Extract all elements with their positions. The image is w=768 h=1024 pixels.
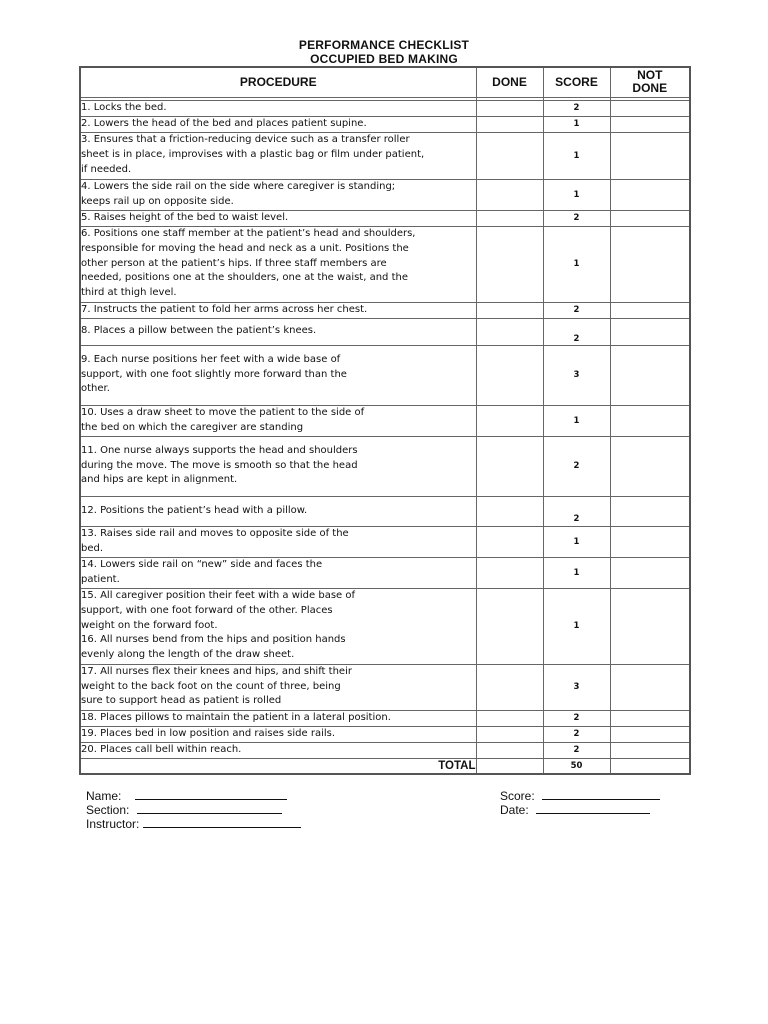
procedure-cell: 2. Lowers the head of the bed and places patient supine. bbox=[80, 116, 476, 132]
checklist-table bbox=[79, 66, 691, 775]
table-row bbox=[80, 664, 690, 710]
not-done-cell[interactable] bbox=[610, 588, 690, 664]
not-done-cell[interactable] bbox=[610, 436, 690, 496]
table-row bbox=[80, 116, 690, 132]
done-cell[interactable] bbox=[476, 116, 543, 132]
done-cell[interactable] bbox=[476, 132, 543, 179]
not-done-cell[interactable] bbox=[610, 226, 690, 302]
procedure-cell: 15. All caregiver position their feet with a wide base of support, with one foot forward of the other. Places weight on the forward foot. 16. All nurses bend from the hips and position hands evenly along the length of the draw sheet. bbox=[80, 588, 476, 664]
score-cell: 1 bbox=[543, 116, 610, 132]
table-row bbox=[80, 710, 690, 726]
table-row bbox=[80, 496, 690, 526]
done-cell[interactable] bbox=[476, 496, 543, 526]
table-row bbox=[80, 132, 690, 179]
procedure-column-header: PROCEDURE bbox=[80, 67, 476, 97]
not-done-cell[interactable] bbox=[610, 710, 690, 726]
table-row bbox=[80, 210, 690, 226]
procedure-cell: 7. Instructs the patient to fold her arms across her chest. bbox=[80, 302, 476, 318]
procedure-cell: 4. Lowers the side rail on the side where caregiver is standing; keeps rail up on opposite side. bbox=[80, 179, 476, 210]
not-done-cell[interactable] bbox=[610, 496, 690, 526]
not-done-cell[interactable] bbox=[610, 345, 690, 405]
done-cell[interactable] bbox=[476, 710, 543, 726]
score-cell: 1 bbox=[543, 405, 610, 436]
score-cell: 2 bbox=[543, 210, 610, 226]
procedure-cell: 11. One nurse always supports the head and shoulders during the move. The move is smooth so that the head and hips are kept in alignment. bbox=[80, 436, 476, 496]
score-field[interactable] bbox=[500, 788, 660, 803]
procedure-cell: 18. Places pillows to maintain the patient in a lateral position. bbox=[80, 710, 476, 726]
date-label: Date: bbox=[500, 803, 529, 817]
procedure-cell: 13. Raises side rail and moves to opposite side of the bed. bbox=[80, 526, 476, 557]
done-cell[interactable] bbox=[476, 557, 543, 588]
table-row bbox=[80, 226, 690, 302]
not-done-cell[interactable] bbox=[610, 726, 690, 742]
score-cell: 1 bbox=[543, 226, 610, 302]
procedure-cell: 17. All nurses flex their knees and hips, and shift their weight to the back foot on the count of three, being sure to support head as patient is rolled bbox=[80, 664, 476, 710]
score-cell: 1 bbox=[543, 588, 610, 664]
done-cell[interactable] bbox=[476, 210, 543, 226]
procedure-cell: 9. Each nurse positions her feet with a wide base of support, with one foot slightly more forward than the other. bbox=[80, 345, 476, 405]
table-row bbox=[80, 557, 690, 588]
score-cell: 2 bbox=[543, 726, 610, 742]
procedure-cell: 10. Uses a draw sheet to move the patient to the side of the bed on which the caregiver are standing bbox=[80, 405, 476, 436]
section-line[interactable] bbox=[137, 802, 282, 814]
table-row bbox=[80, 302, 690, 318]
table-row bbox=[80, 405, 690, 436]
score-cell: 2 bbox=[543, 302, 610, 318]
name-line[interactable] bbox=[135, 788, 287, 800]
table-row bbox=[80, 726, 690, 742]
not-done-cell[interactable] bbox=[610, 664, 690, 710]
not-done-cell[interactable] bbox=[610, 742, 690, 758]
table-row bbox=[80, 526, 690, 557]
done-cell[interactable] bbox=[476, 100, 543, 116]
procedure-cell: 5. Raises height of the bed to waist level. bbox=[80, 210, 476, 226]
score-label: Score: bbox=[500, 789, 535, 803]
done-cell[interactable] bbox=[476, 758, 543, 774]
score-cell: 2 bbox=[543, 436, 610, 496]
procedure-cell: 12. Positions the patient’s head with a pillow. bbox=[80, 496, 476, 526]
total-row bbox=[80, 758, 690, 774]
done-cell[interactable] bbox=[476, 226, 543, 302]
table-row bbox=[80, 318, 690, 345]
score-cell: 2 bbox=[543, 100, 610, 116]
procedure-cell: 20. Places call bell within reach. bbox=[80, 742, 476, 758]
not-done-cell[interactable] bbox=[610, 405, 690, 436]
done-cell[interactable] bbox=[476, 526, 543, 557]
date-field[interactable] bbox=[500, 802, 650, 817]
score-cell: 1 bbox=[543, 179, 610, 210]
total-label: TOTAL bbox=[80, 758, 476, 774]
date-line[interactable] bbox=[536, 802, 650, 814]
table-row bbox=[80, 179, 690, 210]
done-cell[interactable] bbox=[476, 726, 543, 742]
procedure-cell: 1. Locks the bed. bbox=[80, 100, 476, 116]
done-cell[interactable] bbox=[476, 588, 543, 664]
not-done-cell[interactable] bbox=[610, 100, 690, 116]
score-cell: 2 bbox=[543, 710, 610, 726]
done-cell[interactable] bbox=[476, 664, 543, 710]
procedure-cell: 6. Positions one staff member at the patient’s head and shoulders, responsible for moving the head and neck as a unit. Positions the other person at the patient’s hips. If three staff members are needed, positions one at the shoulders, one at the waist, and the third at thigh level. bbox=[80, 226, 476, 302]
done-cell[interactable] bbox=[476, 302, 543, 318]
not-done-cell[interactable] bbox=[610, 132, 690, 179]
table-row bbox=[80, 100, 690, 116]
instructor-line[interactable] bbox=[143, 816, 301, 828]
document-title: PERFORMANCE CHECKLIST bbox=[298, 38, 470, 52]
score-cell: 3 bbox=[543, 664, 610, 710]
table-row bbox=[80, 436, 690, 496]
procedure-cell: 3. Ensures that a friction-reducing device such as a transfer roller sheet is in place, improvises with a plastic bag or film under patient, if needed. bbox=[80, 132, 476, 179]
done-cell[interactable] bbox=[476, 436, 543, 496]
score-cell: 1 bbox=[543, 557, 610, 588]
instructor-field[interactable] bbox=[86, 816, 301, 831]
done-cell[interactable] bbox=[476, 179, 543, 210]
table-row bbox=[80, 742, 690, 758]
not-done-cell[interactable] bbox=[610, 116, 690, 132]
not-done-cell[interactable] bbox=[610, 318, 690, 345]
done-cell[interactable] bbox=[476, 742, 543, 758]
score-cell: 2 bbox=[543, 742, 610, 758]
not-done-cell[interactable] bbox=[610, 179, 690, 210]
score-cell: 1 bbox=[543, 132, 610, 179]
score-cell: 2 bbox=[543, 318, 610, 345]
total-score: 50 bbox=[543, 758, 610, 774]
procedure-cell: 14. Lowers side rail on “new” side and faces the patient. bbox=[80, 557, 476, 588]
procedure-cell: 19. Places bed in low position and raises side rails. bbox=[80, 726, 476, 742]
instructor-label: Instructor: bbox=[86, 817, 140, 831]
section-field[interactable] bbox=[86, 802, 282, 817]
score-line[interactable] bbox=[542, 788, 660, 800]
done-cell[interactable] bbox=[476, 405, 543, 436]
done-cell[interactable] bbox=[476, 345, 543, 405]
name-field[interactable] bbox=[86, 788, 287, 803]
table-row bbox=[80, 345, 690, 405]
not-done-cell[interactable] bbox=[610, 758, 690, 774]
section-label: Section: bbox=[86, 803, 130, 817]
not-done-cell[interactable] bbox=[610, 526, 690, 557]
score-cell: 3 bbox=[543, 345, 610, 405]
score-cell: 1 bbox=[543, 526, 610, 557]
score-column-header: SCORE bbox=[543, 67, 610, 97]
table-row bbox=[80, 588, 690, 664]
name-label: Name: bbox=[86, 789, 122, 803]
done-cell[interactable] bbox=[476, 318, 543, 345]
document-subtitle: OCCUPIED BED MAKING bbox=[310, 52, 458, 66]
procedure-cell: 8. Places a pillow between the patient’s knees. bbox=[80, 318, 476, 345]
not-done-cell[interactable] bbox=[610, 557, 690, 588]
done-column-header: DONE bbox=[476, 67, 543, 97]
not-done-cell[interactable] bbox=[610, 210, 690, 226]
score-cell: 2 bbox=[543, 496, 610, 526]
not-done-column-header: NOT DONE bbox=[610, 67, 690, 97]
not-done-cell[interactable] bbox=[610, 302, 690, 318]
